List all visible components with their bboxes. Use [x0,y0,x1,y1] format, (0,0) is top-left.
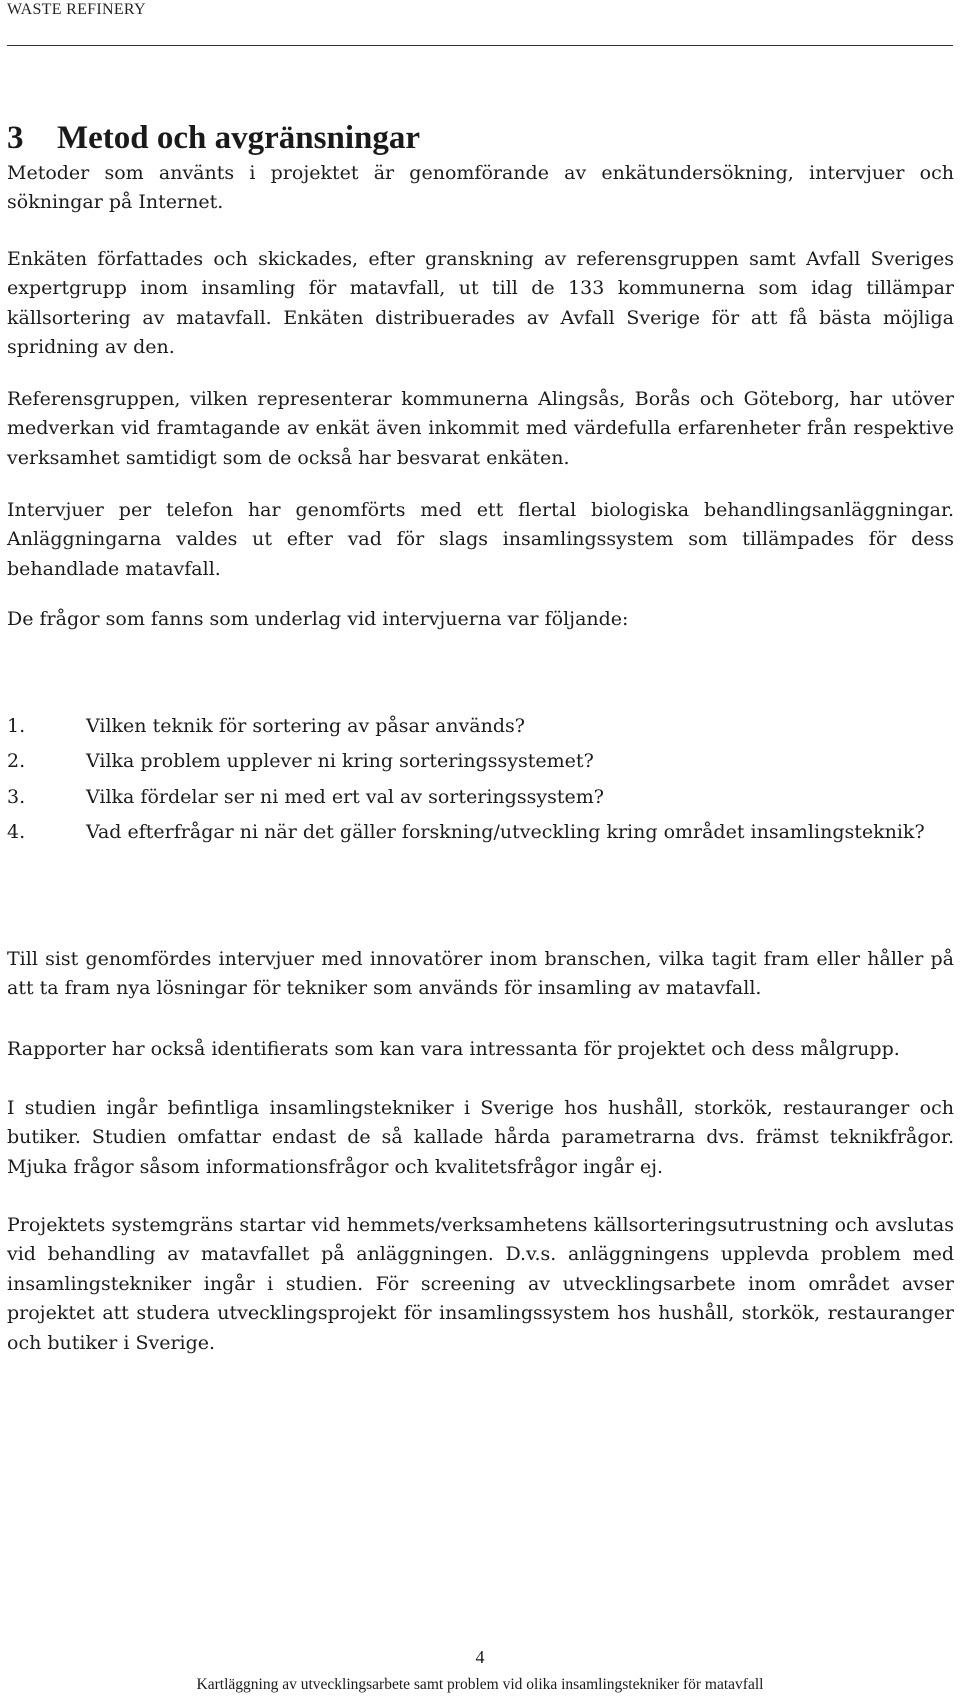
running-header: WASTE REFINERY [7,1,146,18]
paragraph-questions-intro: De frågor som fanns som underlag vid intervjuerna var följande: [7,608,629,630]
list-item [7,747,954,776]
paragraph-methods: Metoder som använts i projektet är genomförande av enkätundersökning, intervjuer och sökningar på Internet. [7,162,954,214]
paragraph-reports: Rapporter har också identifierats som kan vara intressanta för projektet och dess målgrupp. [7,1038,900,1060]
paragraph-interviews: Intervjuer per telefon har genomförts med ett flertal biologiska behandlingsanläggningar. Anläggningarna valdes ut efter vad för slags insamlingssystem som tillämpades för dess behandlade matavfall. [7,499,954,580]
chapter-heading [7,118,420,158]
list-item [7,712,954,741]
chapter-number: 3 [7,120,24,156]
paragraph-system-boundary: Projektets systemgräns startar vid hemmets/verksamhetens källsorteringsutrustning och avslutas vid behandling av matavfallet på anläggningen. D.v.s. anläggningens upplevda problem med insamlingstekniker ingår i studien. För screening av utvecklingsarbete inom området avser projektet att studera utvecklingsprojekt för insamlingssystem hos hushåll, storkök, restauranger och butiker i Sverige. [7,1214,954,1354]
paragraph-scope: I studien ingår befintliga insamlingstekniker i Sverige hos hushåll, storkök, restauranger och butiker. Studien omfattar endast de så kallade hårda parametrarna dvs. främst teknikfrågor. Mjuka frågor såsom informationsfrågor och kvalitetsfrågor ingår ej. [7,1097,954,1178]
list-item-number: 3. [7,785,26,808]
list-item-number: 1. [7,715,26,737]
paragraph-reference-group: Referensgruppen, vilken representerar kommunerna Alingsås, Borås och Göteborg, har utöver medverkan vid framtagande av enkät även inkommit med värdefulla erfarenheter från respektive verksamhet samtidigt som de också har besvarat enkäten. [7,388,954,469]
interview-question-list [7,712,954,854]
paragraph-survey: Enkäten författades och skickades, efter granskning av referensgruppen samt Avfall Sveriges expertgrupp inom insamling för matavfall, ut till de 133 kommunerna som idag tillämpar källsortering av matavfall. Enkäten distribuerades av Avfall Sverige för att få bästa möjliga spridning av den. [7,248,954,359]
header-divider [7,45,953,46]
list-item-number: 2. [7,750,26,773]
list-item-text: Vilka fördelar ser ni med ert val av sorteringssystem? [86,785,604,808]
list-item-text: Vilken teknik för sortering av påsar används? [86,715,525,737]
paragraph-innovators: Till sist genomfördes intervjuer med innovatörer inom branschen, vilka tagit fram eller håller på att ta fram nya lösningar för tekniker som används för insamling av matavfall. [7,948,954,1000]
page-number: 4 [475,1647,485,1667]
running-footer: Kartläggning av utvecklingsarbete samt problem vid olika insamlingstekniker för matavfall [196,1676,764,1693]
chapter-title: Metod och avgränsningar [57,120,420,156]
list-item [7,783,954,812]
list-item-text: Vilka problem upplever ni kring sorteringssystemet? [86,750,594,773]
list-item [7,818,954,847]
list-item-number: 4. [7,821,26,844]
list-item-text: Vad efterfrågar ni när det gäller forskning/utveckling kring området insamlingsteknik? [86,821,925,844]
